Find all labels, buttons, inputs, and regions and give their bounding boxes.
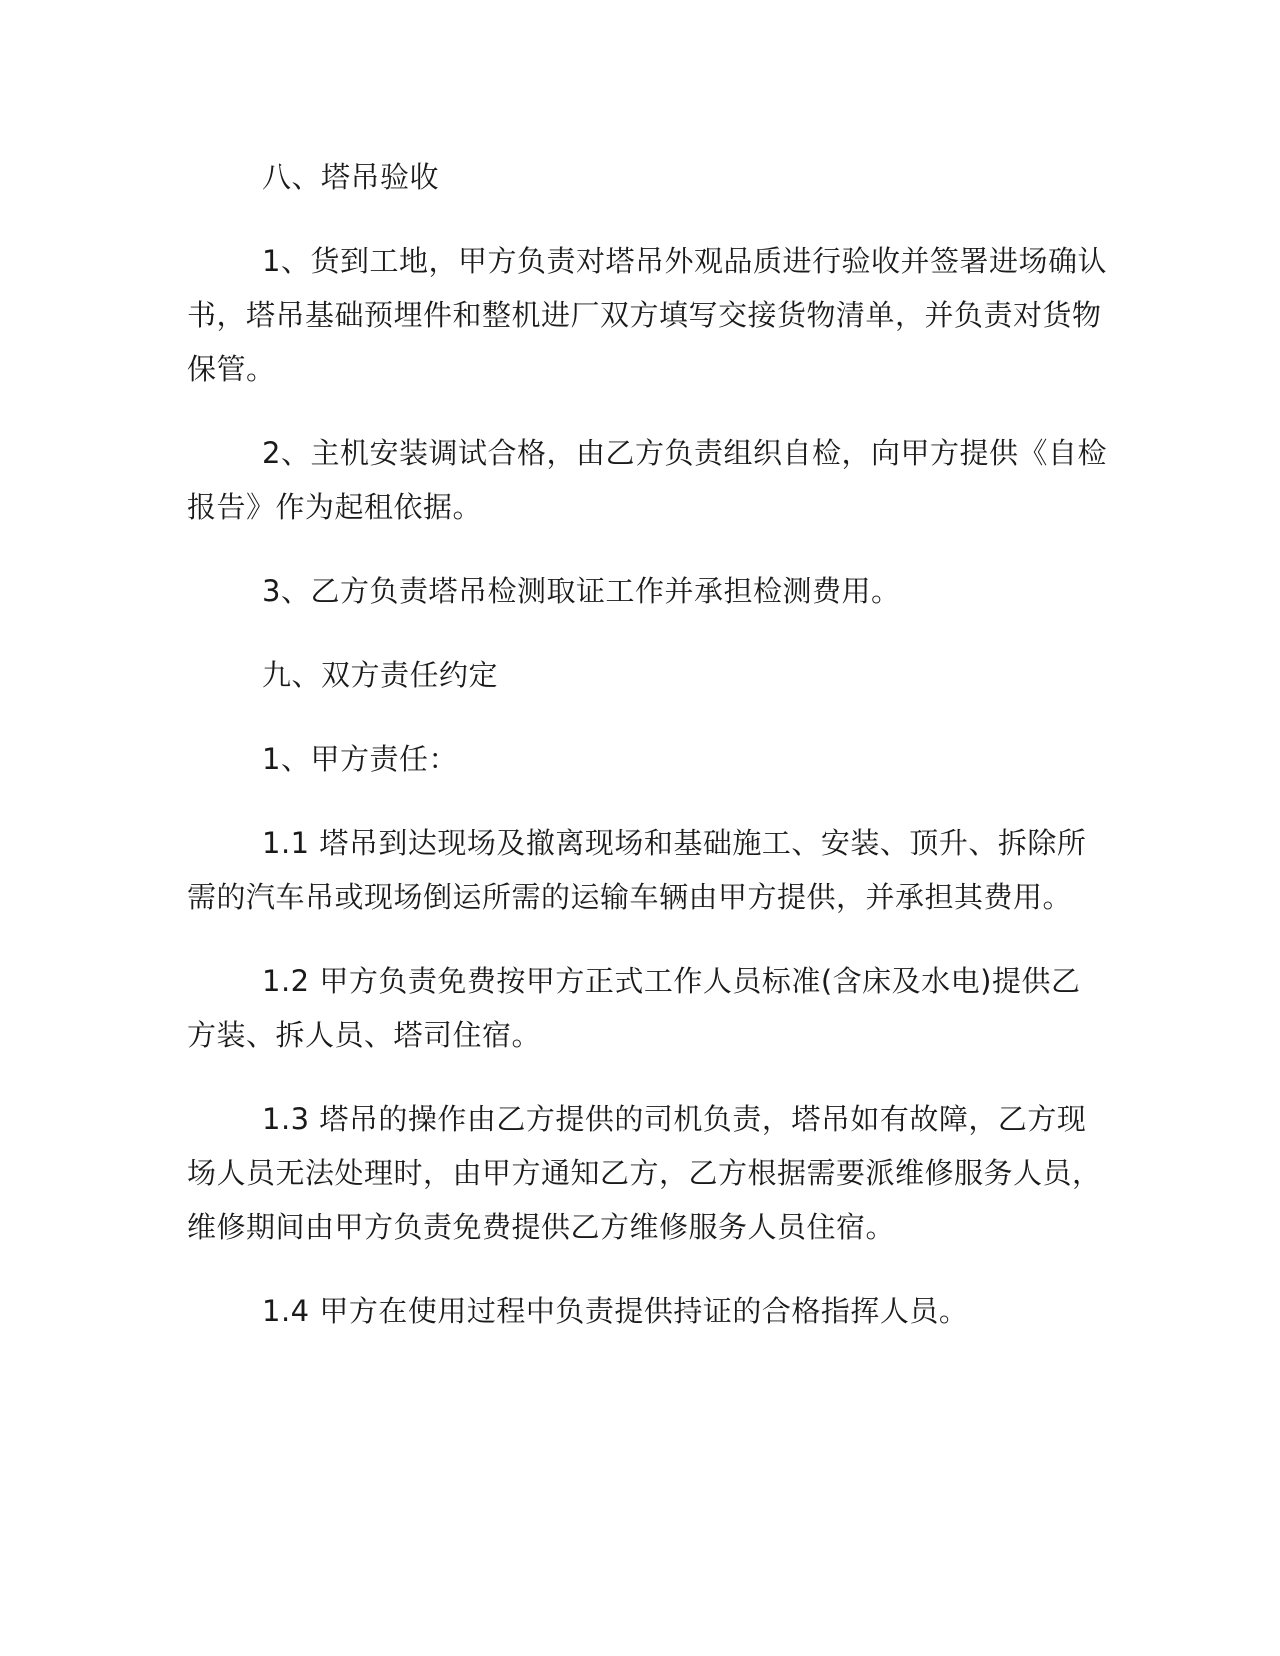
clause-8-3: 3、乙方负责塔吊检测取证工作并承担检测费用。 (262, 574, 901, 608)
clause-8-1: 1、货到工地，甲方负责对塔吊外观品质进行验收并签署进场确认书，塔吊基础预埋件和整机进厂双方填写交接货物清单，并负责对货物保管。 (187, 244, 1107, 386)
clause-9-1-1: 1.1 塔吊到达现场及撤离现场和基础施工、安装、顶升、拆除所需的汽车吊或现场倒运所需的运输车辆由甲方提供，并承担其费用。 (187, 826, 1087, 914)
section-heading-responsibilities: 九、双方责任约定 (262, 658, 499, 692)
section-heading-acceptance: 八、塔吊验收 (262, 160, 440, 194)
document-body (187, 150, 1107, 1368)
clause-9-1-3: 1.3 塔吊的操作由乙方提供的司机负责，塔吊如有故障，乙方现场人员无法处理时，由甲方通知乙方，乙方根据需要派维修服务人员，维修期间由甲方负责免费提供乙方维修服务人员住宿。 (187, 1102, 1102, 1244)
clause-9-1-2: 1.2 甲方负责免费按甲方正式工作人员标准(含床及水电)提供乙方装、拆人员、塔司住宿。 (187, 964, 1081, 1052)
clause-9-1-4: 1.4 甲方在使用过程中负责提供持证的合格指挥人员。 (262, 1294, 969, 1328)
clause-8-2: 2、主机安装调试合格，由乙方负责组织自检，向甲方提供《自检报告》作为起租依据。 (187, 436, 1107, 524)
subheading-party-a-duties: 1、甲方责任： (262, 742, 458, 776)
